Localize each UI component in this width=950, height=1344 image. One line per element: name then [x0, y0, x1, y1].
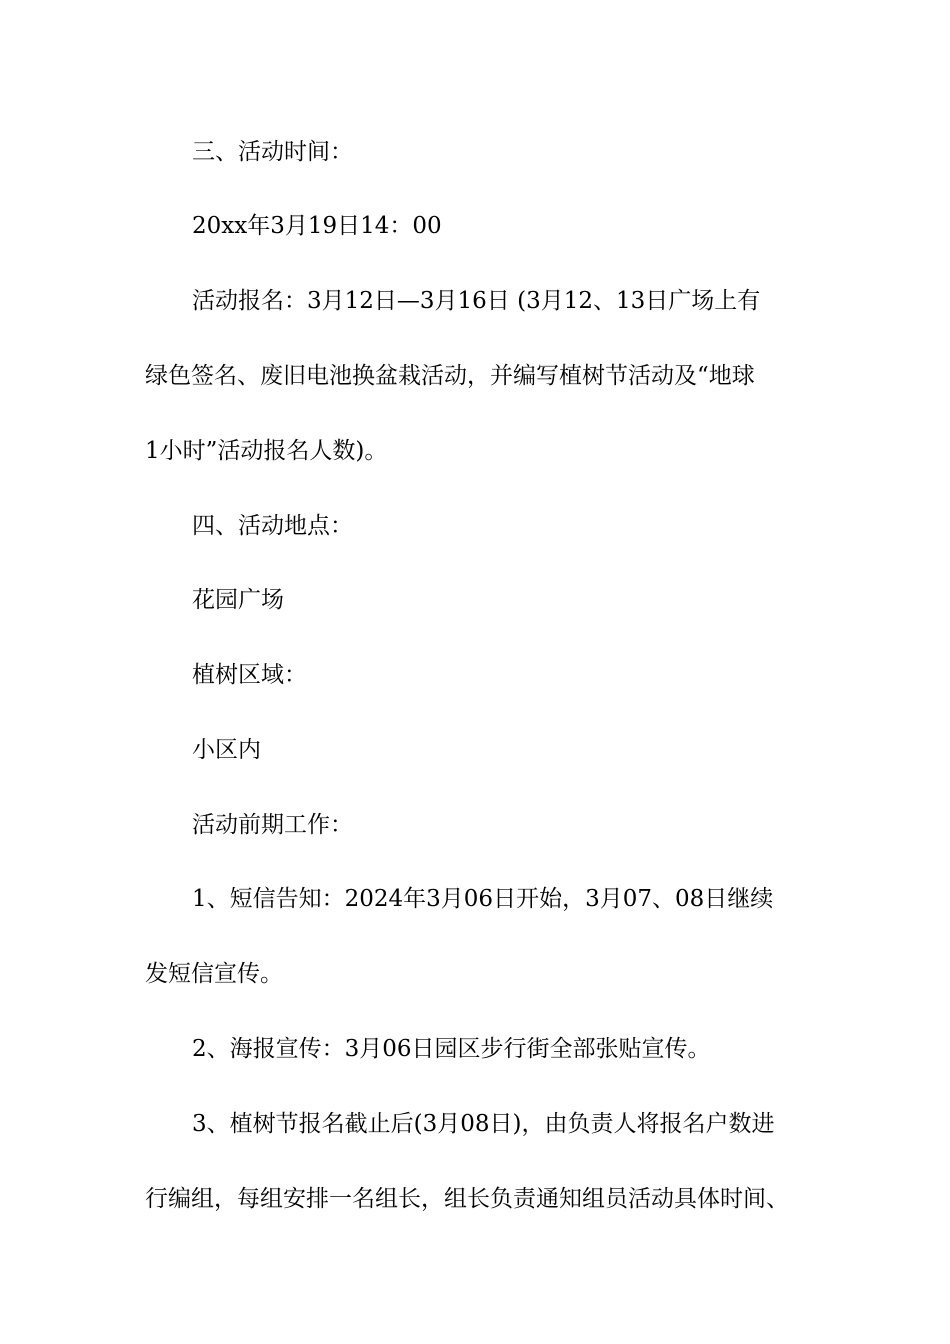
- registration-text-line-2: 绿色签名、废旧电池换盆栽活动，并编写植树节活动及“地球: [145, 363, 755, 389]
- preparation-item-3-line-2: 行编组，每组安排一名组长，组长负责通知组员活动具体时间、: [145, 1186, 789, 1212]
- section-heading-time: 三、活动时间：: [192, 139, 353, 165]
- registration-text-line-1: 活动报名：3月12日—3月16日 (3月12、13日广场上有: [192, 288, 761, 314]
- planting-area-value: 小区内: [192, 737, 261, 763]
- activity-date: 20xx年3月19日14：00: [192, 213, 442, 239]
- planting-area-label: 植树区域：: [192, 662, 307, 688]
- location-value: 花园广场: [192, 587, 284, 613]
- preparation-item-1-line-1: 1、短信告知：2024年3月06日开始，3月07、08日继续: [192, 886, 774, 912]
- registration-text-line-3: 1小时”活动报名人数)。: [145, 438, 388, 464]
- preparation-item-1-line-2: 发短信宣传。: [145, 961, 283, 987]
- preparation-heading: 活动前期工作：: [192, 812, 353, 838]
- section-heading-location: 四、活动地点：: [192, 513, 353, 539]
- preparation-item-3-line-1: 3、植树节报名截止后(3月08日)，由负责人将报名户数进: [192, 1111, 775, 1137]
- preparation-item-2: 2、海报宣传：3月06日园区步行街全部张贴宣传。: [192, 1036, 711, 1062]
